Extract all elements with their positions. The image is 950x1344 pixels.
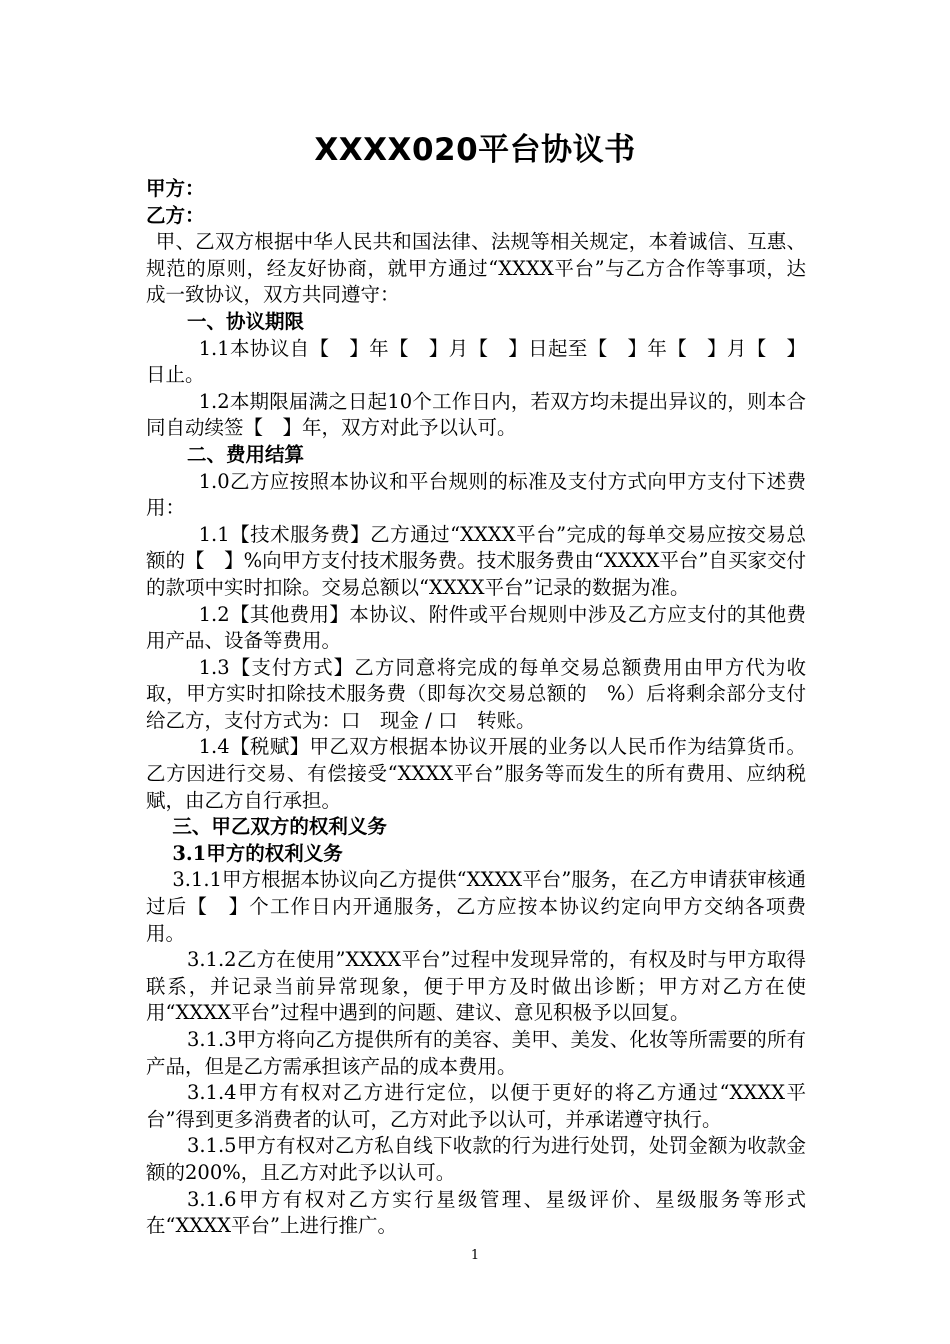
clause-1-4-tax: 1.4【税赋】甲乙双方根据本协议开展的业务以人民币作为结算货币。乙方因进行交易、有偿接受“XXXX平台”服务等而发生的所有费用、应纳税赋，由乙方自行承担。: [146, 735, 806, 812]
clause-3-1-2: 3.1.2乙方在使用”XXXX平台”过程中发现异常的，有权及时与甲方取得联系，并记录当前异常现象，便于甲方及时做出诊断；甲方对乙方在使用“XXXX平台”过程中遇到的问题、建议、意见积极予以回复。: [146, 948, 806, 1025]
clause-3-1-6: 3.1.6甲方有权对乙方实行星级管理、星级评价、星级服务等形式在“XXXX平台”上进行推广。: [146, 1187, 806, 1238]
section-heading-fees: 二、费用结算: [186, 442, 304, 466]
clause-1-3-payment-method: 1.3【支付方式】乙方同意将完成的每单交易总额费用由甲方代为收取，甲方实时扣除技术服务费（即每次交易总额的 %）后将剩余部分支付给乙方，支付方式为：口 现金 / 口 转账。: [146, 655, 806, 732]
page-number: 1: [470, 1248, 480, 1263]
clause-1-1-term: 1.1本协议自【 】年【 】月【 】日起至【 】年【 】月【 】日止。: [146, 336, 806, 387]
section-heading-rights: 三、甲乙双方的权利义务: [172, 815, 387, 839]
document-title: XXXX020平台协议书: [314, 132, 636, 168]
party-b-label: 乙方：: [146, 203, 205, 227]
document-body: [146, 176, 806, 1240]
preamble-paragraph: 甲、乙双方根据中华人民共和国法律、法规等相关规定，本着诚信、互惠、规范的原则，经友好协商，就甲方通过“XXXX平台”与乙方合作等事项，达成一致协议，双方共同遵守：: [146, 230, 806, 307]
section-heading-term: 一、协议期限: [186, 309, 304, 333]
clause-1-1-service-fee: 1.1【技术服务费】乙方通过“XXXX平台”完成的每单交易应按交易总额的【 】%向甲方支付技术服务费。技术服务费由“XXXX平台”自买家交付的款项中实时扣除。交易总额以“XXXX平台”记录的数据为准。: [146, 522, 806, 599]
subsection-heading-party-a: 3.1甲方的权利义务: [172, 841, 343, 865]
clause-3-1-4: 3.1.4甲方有权对乙方进行定位，以便于更好的将乙方通过“XXXX平台”得到更多消费者的认可，乙方对此予以认可，并承诺遵守执行。: [146, 1081, 806, 1131]
clause-1-2-other-fees: 1.2【其他费用】本协议、附件或平台规则中涉及乙方应支付的其他费用产品、设备等费用。: [146, 602, 806, 653]
party-a-label: 甲方：: [146, 177, 205, 200]
clause-1-2-renewal: 1.2本期限届满之日起10个工作日内，若双方均未提出异议的，则本合同自动续签【 】年，双方对此予以认可。: [146, 389, 806, 440]
clause-3-1-3: 3.1.3甲方将向乙方提供所有的美容、美甲、美发、化妆等所需要的所有产品，但是乙方需承担该产品的成本费用。: [146, 1028, 806, 1078]
clause-3-1-5: 3.1.5甲方有权对乙方私自线下收款的行为进行处罚，处罚金额为收款金额的200%，且乙方对此予以认可。: [146, 1134, 806, 1184]
clause-1-0-fees-intro: 1.0乙方应按照本协议和平台规则的标准及支付方式向甲方支付下述费用：: [146, 469, 806, 520]
clause-3-1-1: 3.1.1甲方根据本协议向乙方提供“XXXX平台”服务，在乙方申请获审核通过后【 】个工作日内开通服务，乙方应按本协议约定向甲方交纳各项费用。: [146, 868, 806, 945]
